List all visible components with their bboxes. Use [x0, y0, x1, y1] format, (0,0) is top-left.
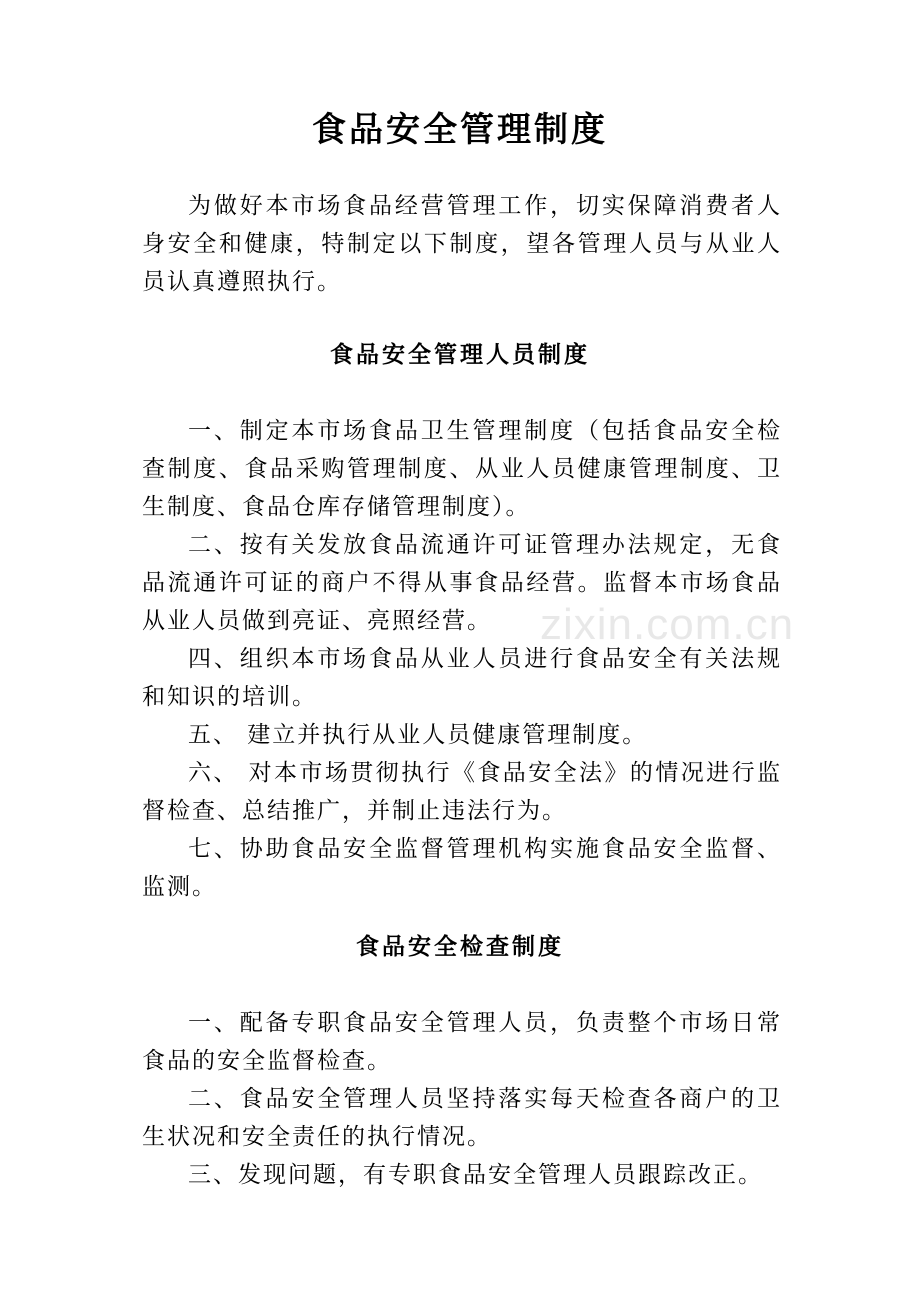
section-heading-inspection: 食品安全检查制度: [356, 933, 564, 960]
watermark-text: zixin.com.cn: [540, 600, 795, 649]
rule-item: 一、配备专职食品安全管理人员，负责整个市场日常食品的安全监督检查。: [142, 1010, 782, 1074]
rule-item: 七、协助食品安全监督管理机构实施食品安全监督、监测。: [142, 836, 782, 900]
intro-paragraph-block: [142, 187, 782, 301]
personnel-rules-list: [142, 412, 782, 906]
rule-item: 六、 对本市场贯彻执行《食品安全法》的情况进行监督检查、总结推广，并制止违法行为。: [142, 760, 782, 824]
section-heading-personnel: 食品安全管理人员制度: [330, 341, 590, 368]
rule-item: 三、发现问题，有专职食品安全管理人员跟踪改正。: [188, 1162, 763, 1188]
rule-item: 五、 建立并执行从业人员健康管理制度。: [188, 722, 648, 748]
document-title: 食品安全管理制度: [312, 110, 608, 150]
rule-item: 一、制定本市场食品卫生管理制度（包括食品安全检查制度、食品采购管理制度、从业人员健康管理制度、卫生制度、食品仓库存储管理制度）。: [142, 418, 782, 520]
rule-item: 四、组织本市场食品从业人员进行食品安全有关法规和知识的培训。: [142, 646, 782, 710]
rule-item: 二、按有关发放食品流通许可证管理办法规定，无食品流通许可证的商户不得从事食品经营。监督本市场食品从业人员做到亮证、亮照经营。: [142, 532, 782, 634]
inspection-rules-list: [142, 1004, 782, 1194]
intro-paragraph: 为做好本市场食品经营管理工作，切实保障消费者人身安全和健康，特制定以下制度，望各管理人员与从业人员认真遵照执行。: [142, 193, 782, 295]
rule-item: 二、食品安全管理人员坚持落实每天检查各商户的卫生状况和安全责任的执行情况。: [142, 1086, 782, 1150]
